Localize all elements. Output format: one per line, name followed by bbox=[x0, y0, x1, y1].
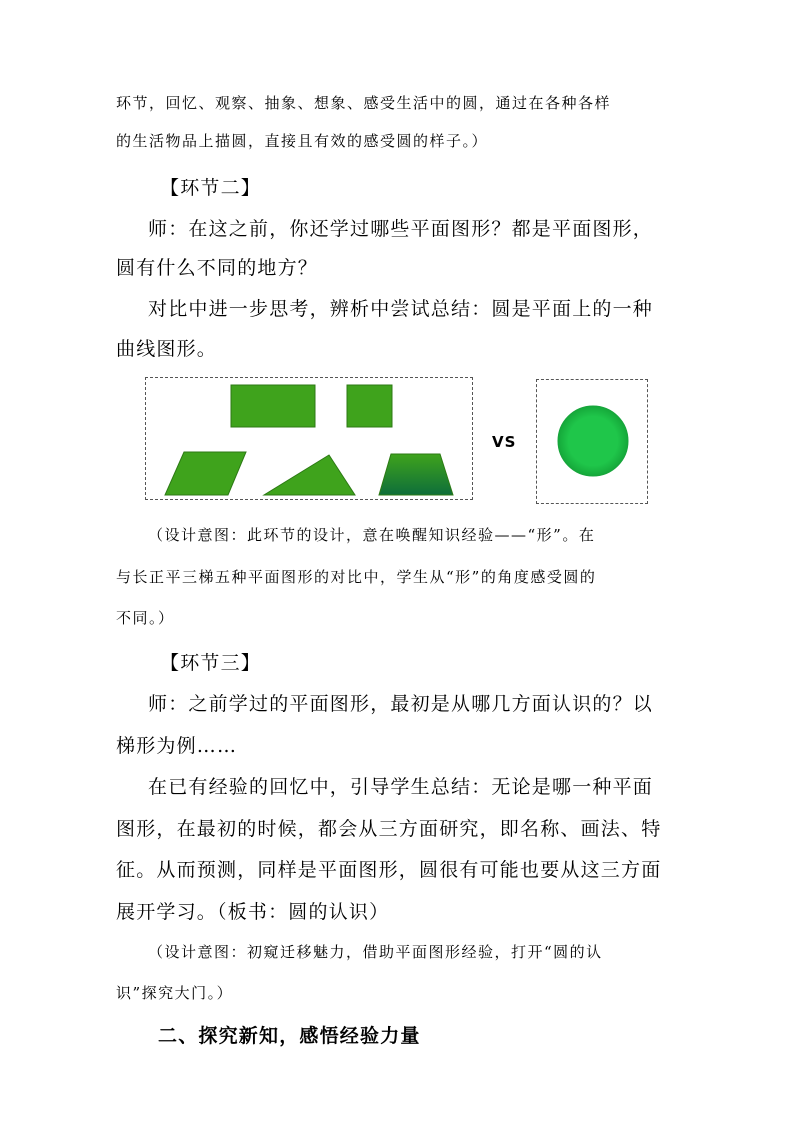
section-title: 【环节三】 bbox=[160, 652, 262, 674]
parallelogram-icon bbox=[165, 452, 246, 495]
paragraph-line: （设计意图：初窥迁移魅力，借助平面图形经验，打开“圆的认 bbox=[148, 943, 603, 961]
paragraph-line: 征。从而预测，同样是平面图形，圆很有可能也要从这三方面 bbox=[116, 859, 662, 881]
paragraph-line: 在已有经验的回忆中，引导学生总结：无论是哪一种平面 bbox=[148, 776, 654, 798]
paragraph-line: 图形，在最初的时候，都会从三方面研究，即名称、画法、特 bbox=[116, 818, 662, 840]
paragraph-line: 展开学习。（板书：圆的认识） bbox=[116, 901, 390, 923]
paragraph-line: 环节，回忆、观察、抽象、想象、感受生活中的圆，通过在各种各样 bbox=[116, 94, 612, 112]
paragraph-line: 识”探究大门。） bbox=[116, 984, 234, 1002]
paragraph-line: 圆有什么不同的地方？ bbox=[116, 257, 319, 279]
paragraph-line: 不同。） bbox=[116, 609, 175, 627]
paragraph-line: （设计意图：此环节的设计，意在唤醒知识经验——“形”。在 bbox=[148, 526, 596, 544]
square-icon bbox=[347, 385, 392, 427]
circle-box bbox=[536, 379, 648, 504]
paragraph-line: 师：之前学过的平面图形，最初是从哪几方面认识的？以 bbox=[148, 693, 654, 715]
triangle-icon bbox=[264, 455, 355, 495]
paragraph-line: 的生活物品上描圆，直接且有效的感受圆的样子。） bbox=[116, 132, 489, 150]
paragraph-line: 曲线图形。 bbox=[116, 338, 218, 360]
vs-label: VS bbox=[492, 433, 517, 451]
section-title: 【环节二】 bbox=[160, 177, 262, 199]
paragraph-line: 与长正平三梯五种平面图形的对比中，学生从“形”的角度感受圆的 bbox=[116, 568, 597, 586]
paragraph-line: 对比中进一步思考，辨析中尝试总结：圆是平面上的一种 bbox=[148, 298, 654, 320]
rectangle-icon bbox=[231, 385, 315, 427]
paragraph-line: 梯形为例…… bbox=[116, 735, 238, 757]
trapezoid-icon bbox=[379, 454, 453, 495]
paragraph-line: 师：在这之前，你还学过哪些平面图形？都是平面图形， bbox=[148, 218, 654, 240]
section-heading: 二、探究新知，感悟经验力量 bbox=[158, 1025, 421, 1047]
